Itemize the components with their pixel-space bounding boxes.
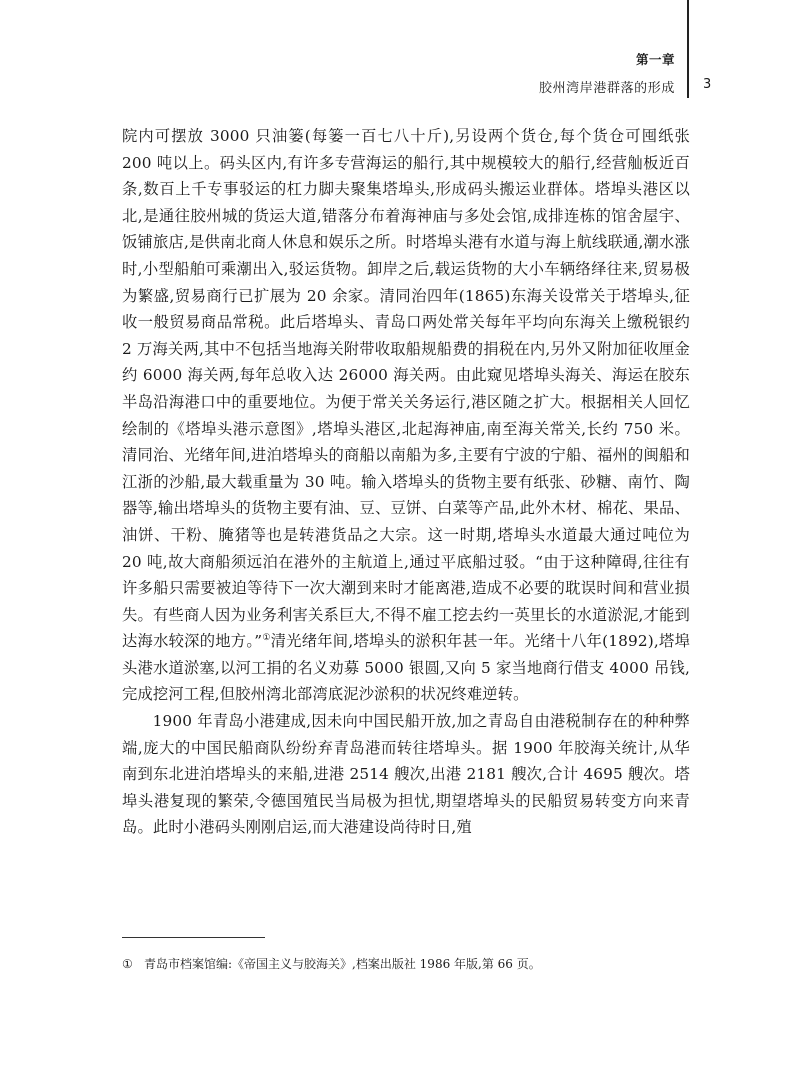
footnote-reference[interactable]: ① [262,633,271,644]
body-text [122,123,690,841]
chapter-label: 第一章 [635,52,675,67]
header-divider [687,0,689,98]
paragraph-1-text-b: 清光绪年间,塔埠头的淤积年甚一年。光绪十八年(1892),塔埠头港水道淤塞,以河工捐的名义劝募 5000 银圆,又向 5 家当地商行借支 4000 吊钱,完成挖河工程,但胶州湾北部湾底泥沙淤积的状况终难逆转。 [122,632,691,704]
paragraph-2: 1900 年青岛小港建成,因未向中国民船开放,加之青岛自由港税制存在的种种弊端,庞大的中国民船商队纷纷弃青岛港而转往塔埠头。据 1900 年胶海关统计,从华南到东北进泊塔埠头的来船,进港 2514 艘次,出港 2181 艘次,合计 4695 艘次。塔埠头港复现的繁荣,令德国殖民当局极为担忧,期望塔埠头的民船贸易转变方向来青岛。此时小港码头刚刚启运,而大港建设尚待时日,殖 [122,712,690,837]
chapter-subtitle: 胶州湾岸港群落的形成 [538,81,675,96]
footnote-mark: ① [122,957,133,971]
footnote-divider [122,937,265,938]
running-header [0,0,799,100]
paragraph-1-text-a: 院内可摆放 3000 只油篓(每篓一百七八十斤),另设两个货仓,每个货仓可囤纸张 200 吨以上。码头区内,有许多专营海运的船行,其中规模较大的船行,经营舢板近百条,数百上千专事驳运的杠力脚夫聚集塔埠头,形成码头搬运业群体。塔埠头港区以北,是通往胶州城的货运大道,错落分布着海神庙与多处会馆,成排连栋的馆舍屋宇、饭铺旅店,是供南北商人休息和娱乐之所。时塔埠头港有水道与海上航线联通,潮水涨时,小型船舶可乘潮出入,驳运货物。卸岸之后,载运货物的大小车辆络绎往来,贸易极为繁盛,贸易商行已扩展为 20 余家。清同治四年(1865)东海关设常关于塔埠头,征收一般贸易商品常税。此后塔埠头、青岛口两处常关每年平均向东海关上缴税银约 2 万海关两,其中不包括当地海关附带收取船规船费的捐税在内,另外又附加征收厘金约 6000 海关两,每年总收入达 26000 海关两。由此窥见塔埠头海关、海运在胶东半岛沿海港口中的重要地位。为便于常关关务运行,港区随之扩大。根据相关人回忆绘制的《塔埠头港示意图》,塔埠头港区,北起海神庙,南至海关常关,长约 750 米。清同治、光绪年间,进泊塔埠头的商船以南船为多,主要有宁波的宁船、福州的闽船和江浙的沙船,最大载重量为 30 吨。输入塔埠头的货物主要有纸张、砂糖、南竹、陶器等,输出塔埠头的货物主要有油、豆、豆饼、白菜等产品,此外木材、棉花、果品、油饼、干粉、腌猪等也是转港货品之大宗。这一时期,塔埠头水道最大通过吨位为 20 吨,故大商船须远泊在港外的主航道上,通过平底船过驳。“由于这种障碍,往往有许多船只需要被迫等待下一次大潮到来时才能离港,造成不必要的耽误时间和营业损失。有些商人因为业务利害关系巨大,不得不雇工挖去约一英里长的水道淤泥,才能到达海水较深的地方。” [122,127,690,651]
footnote [122,955,690,973]
page-number: 3 [703,77,712,92]
paragraph-1 [122,123,690,708]
footnote-text: 青岛市档案馆编:《帝国主义与胶海关》,档案出版社 1986 年版,第 66 页。 [144,957,541,971]
